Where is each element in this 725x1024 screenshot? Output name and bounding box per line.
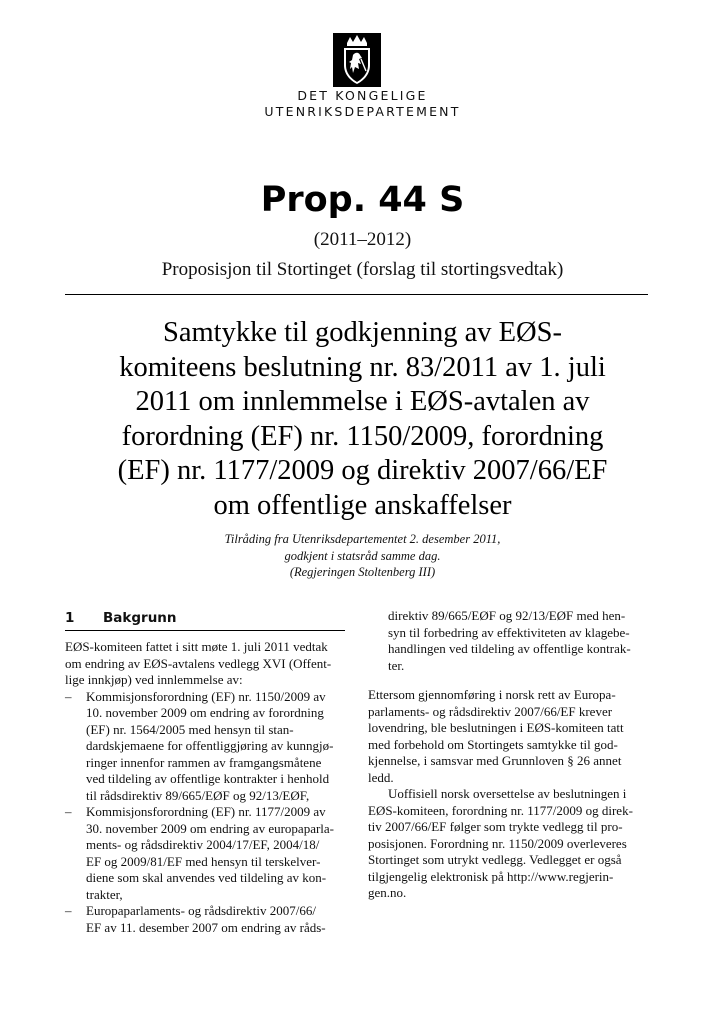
list-dash: – (65, 688, 72, 704)
list-item-line: trakter, (86, 886, 123, 902)
recommendation-line: Tilråding fra Utenriksdepartementet 2. desember 2011, (224, 532, 501, 546)
body-line: tiv 2007/66/EF følger som trykte vedlegg til pro- (368, 819, 623, 834)
title-line: (EF) nr. 1177/2009 og direktiv 2007/66/EF (117, 455, 608, 486)
title-line: Samtykke til godkjenning av EØS- (163, 317, 562, 348)
header-divider (65, 294, 648, 295)
list-item-line: til rådsdirektiv 89/665/EØF og 92/13/EØF, (86, 787, 310, 803)
list-item-line: 10. november 2009 om endring av forordning (86, 705, 324, 720)
body-line: EØS-komiteen fattet i sitt møte 1. juli 2011 vedtak (65, 639, 328, 654)
list-item-line: ved tildeling av offentlige kontrakter i henhold (86, 771, 330, 786)
list-item-line: ments- og rådsdirektiv 2004/17/EF, 2004/18/ (86, 837, 320, 852)
proposition-years: (2011–2012) (313, 229, 412, 250)
list-item-line: Kommisjonsforordning (EF) nr. 1177/2009 av (86, 804, 326, 819)
title-line: om offentlige anskaffelser (213, 489, 512, 521)
title-line: forordning (EF) nr. 1150/2009, forordning (121, 420, 604, 452)
list-item-line: EF av 11. desember 2007 om endring av råds- (86, 919, 326, 935)
section-title: Bakgrunn (103, 610, 177, 626)
list-item-line: direktiv 89/665/EØF og 92/13/EØF med hen- (388, 608, 626, 623)
coat-of-arms-logo (333, 33, 381, 87)
body-line: Stortinget som utrykt vedlegg. Vedlegget er også (368, 852, 622, 867)
body-line: EØS-komiteen, forordning nr. 1177/2009 og direk- (368, 802, 633, 818)
list-item-line: Kommisjonsforordning (EF) nr. 1150/2009 av (86, 688, 326, 704)
section-number: 1 (65, 610, 75, 626)
list-item-line: 30. november 2009 om endring av europaparla- (86, 820, 335, 836)
body-line: parlaments- og rådsdirektiv 2007/66/EF krever (368, 703, 613, 719)
section-heading (65, 610, 345, 626)
proposition-subtitle: Proposisjon til Stortinget (forslag til stortingsvedtak) (161, 259, 564, 280)
body-line: kjennelse, i samsvar med Grunnloven § 26 annet (368, 753, 622, 768)
recommendation-line: godkjent i statsråd samme dag. (284, 548, 441, 563)
list-item-line: diene som skal anvendes ved tildeling av kon- (86, 870, 327, 885)
list-dash: – (65, 804, 72, 819)
list-dash: – (65, 903, 72, 918)
list-item-line: (EF) nr. 1564/2005 med hensyn til stan- (86, 721, 294, 737)
list-item-line: handlingen ved tildeling av offentlige kontrak- (388, 641, 631, 656)
title-line: 2011 om innlemmelse i EØS-avtalen av (135, 386, 590, 417)
body-line: posisjonen. Forordning nr. 1150/2009 overleveres (368, 835, 627, 851)
proposition-number: Prop. 44 S (260, 180, 465, 220)
body-line: tilgjengelig elektronisk på http://www.regjerin- (368, 868, 614, 884)
recommendation-note (0, 531, 725, 581)
list-item-line: ter. (388, 657, 405, 673)
title-line: komiteens beslutning nr. 83/2011 av 1. juli (119, 351, 606, 383)
list-item-line: syn til forbedring av effektiviteten av klagebe- (388, 624, 630, 640)
list-item-line: EF og 2009/81/EF med hensyn til terskelver- (86, 853, 321, 869)
list-item-line: ringer innenfor rammen av framgangsmåtene (86, 754, 322, 770)
ministry-name-line1: DET KONGELIGE (297, 88, 428, 103)
list-item-line: dardskjemaene for offentliggjøring av kunngjø- (86, 738, 334, 753)
body-line: lige innkjøp) ved innlemmelse av: (65, 672, 243, 687)
body-line: om endring av EØS-avtalens vedlegg XVI (Offent- (65, 655, 332, 671)
recommendation-line: (Regjeringen Stoltenberg III) (289, 565, 436, 579)
body-line: gen.no. (368, 885, 407, 900)
ministry-name-line2: UTENRIKSDEPARTEMENT (264, 104, 461, 119)
document-title (95, 316, 630, 523)
list-item-line: Europaparlaments- og rådsdirektiv 2007/66/ (86, 903, 316, 918)
body-line: ledd. (368, 769, 394, 785)
body-line: med forbehold om Stortingets samtykke til god- (368, 736, 618, 752)
body-line: Ettersom gjennomføring i norsk rett av Europa- (368, 687, 616, 702)
body-line: Uoffisiell norsk oversettelse av beslutningen i (388, 786, 627, 801)
body-line: lovendring, ble beslutningen i EØS-komiteen tatt (368, 720, 624, 735)
section-divider (65, 630, 345, 631)
